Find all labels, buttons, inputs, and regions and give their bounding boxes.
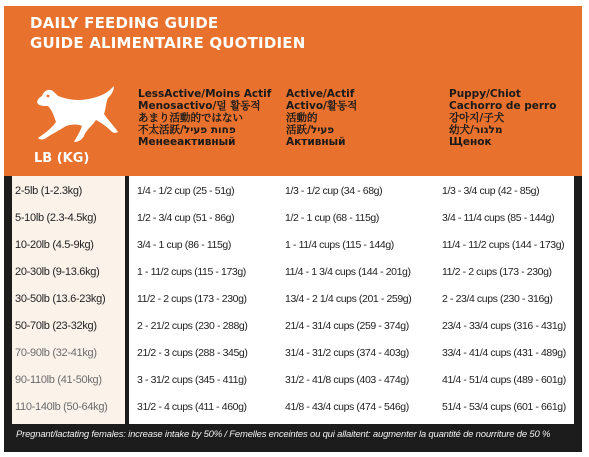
header-band (4, 6, 582, 176)
puppy-amount: 1/3 - 3/4 cup (42 - 85g) (442, 185, 540, 197)
active-amount: 13/4 - 2 1/4 cups (201 - 259g) (285, 293, 412, 305)
column-header-puppy (449, 88, 556, 148)
puppy-amount: 33/4 - 41/4 cups (431 - 489g) (442, 347, 566, 359)
column-header-line: Щенок (449, 136, 492, 148)
active-amount: 21/4 - 31/4 cups (259 - 374g) (285, 320, 409, 332)
less-active-amount: 1/2 - 3/4 cup (51 - 86g) (137, 212, 235, 224)
puppy-amount: 2 - 23/4 cups (230 - 316g) (442, 293, 553, 305)
weight-cell: 50-70lb (23-32kg) (15, 320, 97, 332)
column-header-line: Cachorro de perro (449, 100, 557, 112)
column-header-line: 幼犬/מלגור (449, 124, 503, 136)
puppy-amount: 23/4 - 33/4 cups (316 - 431g) (442, 320, 566, 332)
puppy-amount: 41/4 - 51/4 cups (489 - 601g) (442, 374, 566, 386)
column-header-line: Менееактивный (138, 136, 236, 148)
puppy-amount: 3/4 - 11/4 cups (85 - 144g) (442, 212, 555, 224)
less-active-amount: 31/2 - 4 cups (411 - 460g) (137, 401, 247, 413)
less-active-amount: 21/2 - 3 cups (288 - 345g) (137, 347, 248, 359)
active-amount: 1/2 - 1 cup (68 - 115g) (285, 212, 379, 224)
puppy-amount: 11/2 - 2 cups (173 - 230g) (442, 266, 552, 278)
less-active-amount: 3 - 31/2 cups (345 - 411g) (137, 374, 247, 386)
title-english: DAILY FEEDING GUIDE (30, 14, 219, 32)
active-amount: 11/4 - 1 3/4 cups (144 - 201g) (285, 266, 411, 278)
weight-cell: 20-30lb (9-13.6kg) (15, 266, 100, 278)
less-active-amount: 1/4 - 1/2 cup (25 - 51g) (137, 185, 235, 197)
active-amount: 1 - 11/4 cups (115 - 144g) (285, 239, 394, 251)
column-header-line: 活跃/פעיל (286, 124, 335, 136)
weight-cell: 70-90lb (32-41kg) (15, 347, 97, 359)
weight-column-header: LB (KG) (34, 151, 90, 166)
column-header-less-active (138, 88, 271, 148)
column-header-line: 강아지/子犬 (449, 112, 505, 124)
weight-cell: 30-50lb (13.6-23kg) (15, 293, 106, 305)
less-active-amount: 2 - 21/2 cups (230 - 288g) (137, 320, 248, 332)
weight-cell: 10-20lb (4.5-9kg) (15, 239, 94, 251)
active-amount: 1/3 - 1/2 cup (34 - 68g) (285, 185, 383, 197)
less-active-amount: 1 - 11/2 cups (115 - 173g) (137, 266, 246, 278)
weight-cell: 5-10lb (2.3-4.5kg) (15, 212, 97, 224)
feeding-guide-label (4, 6, 582, 452)
footnote: Pregnant/lactating females: increase intake by 50% / Femelles enceintes ou qui allaitent: augmenter la quantité de nourriture de 50 % (16, 429, 551, 440)
puppy-amount: 51/4 - 53/4 cups (601 - 661g) (442, 401, 566, 413)
less-active-amount: 3/4 - 1 cup (86 - 115g) (137, 239, 231, 251)
column-header-line: LessActive/Moins Actif (138, 88, 272, 100)
column-header-line: Активный (286, 136, 346, 148)
column-header-line: あまり活動的ではない (138, 112, 243, 124)
column-header-line: Activo/활동적 (286, 100, 358, 112)
column-header-line: Puppy/Chiot (449, 88, 521, 100)
dog-running-icon (34, 86, 120, 144)
active-amount: 31/2 - 41/8 cups (403 - 474g) (285, 374, 409, 386)
column-header-line: 活動的 (286, 112, 318, 124)
column-header-line: 不太活跃/פחות פעיל (138, 124, 236, 136)
column-header-line: Menosactivo/덜 활동적 (138, 100, 261, 112)
weight-cell: 110-140lb (50-64kg) (15, 401, 108, 413)
puppy-amount: 11/4 - 11/2 cups (144 - 173g) (442, 239, 565, 251)
column-header-line: Active/Actif (286, 88, 355, 100)
active-amount: 41/8 - 43/4 cups (474 - 546g) (285, 401, 409, 413)
less-active-amount: 11/2 - 2 cups (173 - 230g) (137, 293, 247, 305)
column-header-active (286, 88, 357, 148)
title-french: GUIDE ALIMENTAIRE QUOTIDIEN (30, 34, 306, 52)
active-amount: 31/4 - 31/2 cups (374 - 403g) (285, 347, 409, 359)
weight-cell: 90-110lb (41-50kg) (15, 374, 102, 386)
weight-cell: 2-5lb (1-2.3kg) (15, 185, 83, 197)
